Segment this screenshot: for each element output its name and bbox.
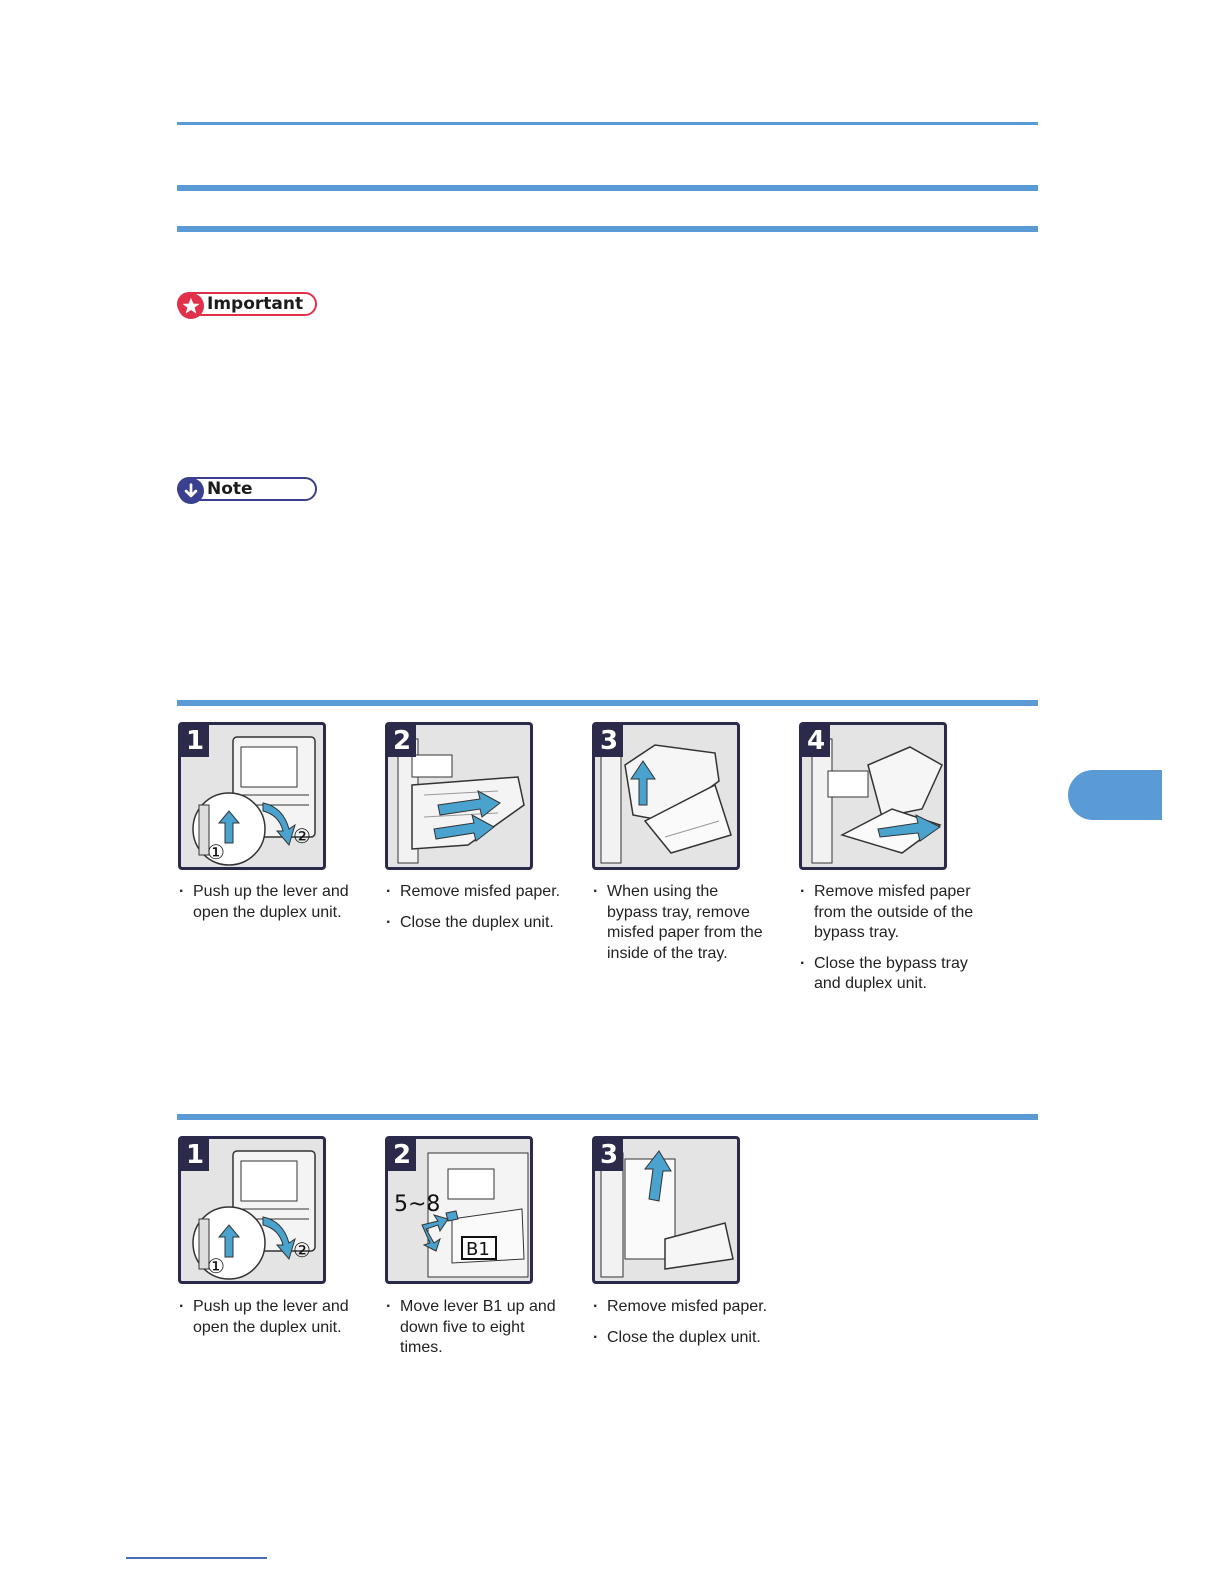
step-number: 3: [595, 725, 623, 757]
caption-line: · Close the duplex unit.: [386, 913, 561, 934]
count-mark: 5~8: [394, 1192, 441, 1217]
section1-step2-illustration: [385, 722, 533, 870]
step-number: 4: [802, 725, 830, 757]
section2-rule: [177, 1114, 1038, 1120]
caption-line: · Remove misfed paper.: [593, 1297, 768, 1318]
note-label: Note: [207, 479, 253, 499]
section2-step3-caption: [593, 1297, 768, 1358]
section1-step4-caption: [800, 882, 975, 1005]
step-number: 1: [181, 725, 209, 757]
section1-step1-illustration: [178, 722, 326, 870]
step-number: 2: [388, 725, 416, 757]
section1-step1-caption: [179, 882, 354, 933]
down-arrow-icon: [178, 478, 204, 504]
section1-step4-illustration: [799, 722, 947, 870]
mark-1: ①: [207, 840, 225, 864]
mark-1: ①: [207, 1254, 225, 1278]
mark-2: ②: [293, 1238, 311, 1262]
chapter-tab: [1068, 770, 1162, 820]
section2-step3-illustration: [592, 1136, 740, 1284]
section1-rule: [177, 700, 1038, 706]
caption-line: · Move lever B1 up and down five to eight times.: [386, 1297, 561, 1359]
star-icon: [178, 293, 204, 319]
important-badge: [177, 292, 317, 316]
caption-line: · Close the duplex unit.: [593, 1328, 768, 1349]
note-badge: [177, 477, 317, 501]
footer-link-underline[interactable]: [126, 1557, 267, 1559]
header-rule-middle: [177, 185, 1038, 191]
caption-line: · Remove misfed paper from the outside of the bypass tray.: [800, 882, 975, 944]
section2-step2-caption: [386, 1297, 561, 1369]
important-label: Important: [207, 294, 304, 314]
caption-line: · Push up the lever and open the duplex unit.: [179, 882, 354, 923]
section2-step1-illustration: [178, 1136, 326, 1284]
section1-step2-caption: [386, 882, 561, 943]
section2-step1-caption: [179, 1297, 354, 1348]
header-rule-bottom: [177, 226, 1038, 232]
caption-line: · Close the bypass tray and duplex unit.: [800, 954, 975, 995]
caption-line: · Push up the lever and open the duplex unit.: [179, 1297, 354, 1338]
caption-line: · When using the bypass tray, remove misfed paper from the inside of the tray.: [593, 882, 768, 964]
step-number: 2: [388, 1139, 416, 1171]
step-number: 3: [595, 1139, 623, 1171]
caption-line: · Remove misfed paper.: [386, 882, 561, 903]
step-number: 1: [181, 1139, 209, 1171]
section2-step2-illustration: [385, 1136, 533, 1284]
section1-step3-caption: [593, 882, 768, 974]
mark-2: ②: [293, 824, 311, 848]
section1-step3-illustration: [592, 722, 740, 870]
header-rule-top: [177, 122, 1038, 125]
lever-label: B1: [466, 1239, 490, 1260]
